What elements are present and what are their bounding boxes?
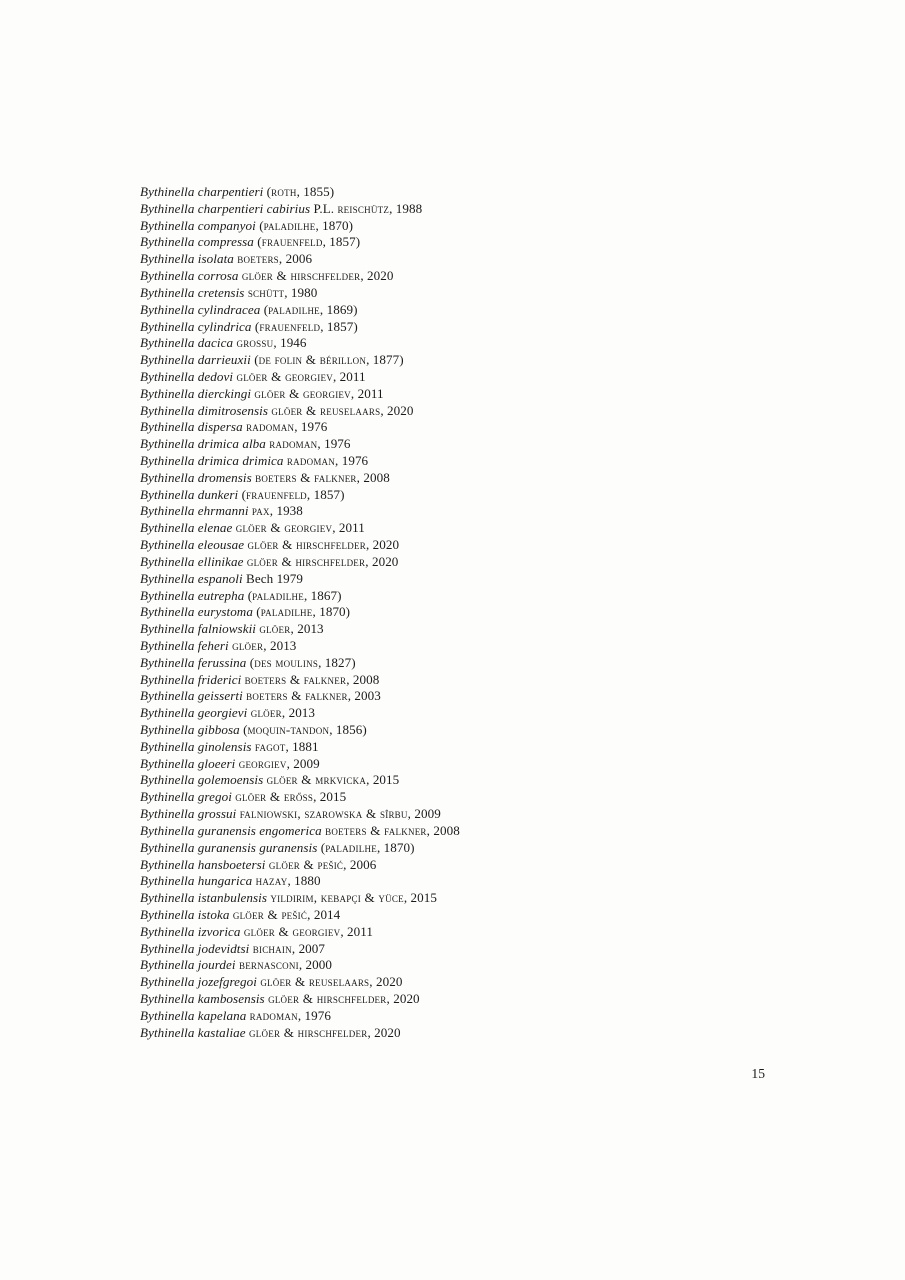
species-name: Bythinella dispersa xyxy=(140,419,243,435)
authority-name: paladilhe xyxy=(260,604,313,620)
species-name: Bythinella grossui xyxy=(140,806,237,822)
authority-year: 1976 xyxy=(341,453,369,468)
authority-name: glöer xyxy=(259,621,291,637)
authority-close-paren-pre: , xyxy=(319,301,324,317)
authority-name: boeters xyxy=(237,251,279,267)
authority-name: radoman xyxy=(246,419,295,435)
authority-year: 2015 xyxy=(319,789,347,805)
species-entry: Bythinella eleousae glöer & hirschfelder, 2020 xyxy=(140,537,400,553)
species-entry: Bythinella charpentieri cabirius P.L. reischütz, 1988 xyxy=(140,200,423,216)
authority-name: glöer & pešić xyxy=(232,906,308,922)
authority-name: de folin & bérillon xyxy=(258,352,367,368)
authority-year: 1946 xyxy=(280,335,307,351)
authority-year: 2009 xyxy=(414,806,441,822)
species-entry: Bythinella kastaliae glöer & hirschfelder, 2020 xyxy=(140,1024,401,1040)
species-entry: Bythinella feheri glöer, 2013 xyxy=(140,637,297,653)
species-entry xyxy=(140,655,800,672)
authority-year: 1870 xyxy=(319,604,346,620)
species-name: Bythinella jourdei xyxy=(140,957,236,973)
authority-year: 1870 xyxy=(383,839,411,855)
authority-year: 2014 xyxy=(313,906,341,922)
species-name: Bythinella ferussina xyxy=(140,654,247,670)
authority-year: 1857 xyxy=(329,234,356,250)
authority-close-paren: ) xyxy=(340,486,345,502)
authority-year: 2008 xyxy=(352,671,380,687)
species-name: Bythinella izvorica xyxy=(140,923,241,939)
species-name: Bythinella hungarica xyxy=(140,873,253,889)
authority-year: 2011 xyxy=(357,385,384,401)
authority-year: 2011 xyxy=(347,923,374,939)
species-name: Bythinella dedovi xyxy=(140,368,234,384)
species-name: Bythinella gregoi xyxy=(140,789,232,805)
species-entry: Bythinella ellinikae glöer & hirschfelder, 2020 xyxy=(140,553,399,569)
species-entry: Bythinella corrosa glöer & hirschfelder, 2020 xyxy=(140,268,394,284)
authority-close-paren: ) xyxy=(399,352,404,368)
authority-open-paren: ( xyxy=(256,604,261,620)
authority-name: glöer & reuselaars xyxy=(271,402,381,418)
authority-open-paren: ( xyxy=(241,486,247,502)
authority-name: reischütz xyxy=(337,200,390,216)
species-entry: Bythinella drimica drimica radoman, 1976 xyxy=(140,453,369,468)
authority-year: 1976 xyxy=(300,419,328,435)
species-entry xyxy=(140,352,800,369)
authority-close-paren: ) xyxy=(410,839,415,855)
authority-open-paren: ( xyxy=(254,318,260,334)
species-entry: Bythinella elenae glöer & georgiev, 2011 xyxy=(140,520,365,536)
species-name: Bythinella eurystoma xyxy=(140,604,253,620)
authority-name: paladilhe xyxy=(268,301,320,317)
authority-name: paladilhe xyxy=(325,839,377,855)
species-name: Bythinella darrieuxii xyxy=(140,352,251,368)
species-name: Bythinella guranensis engomerica xyxy=(140,822,322,838)
species-entry: Bythinella istanbulensis yildirim, kebapçi & yüce, 2015 xyxy=(140,890,437,906)
authority-close-paren-pre: , xyxy=(315,217,319,233)
authority-close-paren-pre: , xyxy=(318,654,322,670)
species-name: Bythinella dromensis xyxy=(140,469,252,485)
species-name: Bythinella hansboetersi xyxy=(140,856,266,872)
authority-open-paren: ( xyxy=(249,654,255,670)
species-name: Bythinella kapelana xyxy=(140,1007,247,1023)
authority-name: georgiev xyxy=(238,755,287,771)
authority-name: bernasconi xyxy=(238,957,299,973)
authority-year: 1881 xyxy=(292,738,319,754)
authority-name: boeters & falkner xyxy=(244,671,347,687)
species-entry xyxy=(140,184,800,201)
species-entry: Bythinella jodevidtsi bichain, 2007 xyxy=(140,940,326,956)
species-name: Bythinella espanoli xyxy=(140,570,243,586)
authority-name: glöer & reuselaars xyxy=(260,974,370,990)
authority-name: frauenfeld xyxy=(259,318,321,334)
species-name: Bythinella companyoi xyxy=(140,217,256,233)
species-entry: Bythinella geisserti boeters & falkner, 2003 xyxy=(140,688,381,704)
authority-name: yildirim, kebapçi & yüce xyxy=(270,890,404,906)
authority-name: des moulins xyxy=(254,654,319,670)
authority-name: radoman xyxy=(249,1007,298,1023)
authority-open-paren: ( xyxy=(247,587,253,603)
authority-name: glöer & hirschfelder xyxy=(247,537,366,553)
species-entry: Bythinella ehrmanni pax, 1938 xyxy=(140,503,303,519)
authority-open-paren: ( xyxy=(259,217,264,233)
authority-name: radoman xyxy=(286,453,336,468)
species-entry: Bythinella isolata boeters, 2006 xyxy=(140,251,313,267)
species-entry: Bythinella dierckingi glöer & georgiev, 2011 xyxy=(140,385,384,401)
species-entry: Bythinella falniowskii glöer, 2013 xyxy=(140,621,324,637)
species-entry: Bythinella grossui falniowski, szarowska & sîrbu, 2009 xyxy=(140,806,441,822)
species-entry: Bythinella jozefgregoi glöer & reuselaars, 2020 xyxy=(140,974,403,990)
authority-name: glöer & mrkvicka xyxy=(266,772,367,788)
authority-year: 1877 xyxy=(372,352,400,368)
species-name: Bythinella isolata xyxy=(140,251,234,267)
authority-name: fagot xyxy=(254,738,286,754)
authority-close-paren-pre: , xyxy=(320,318,324,334)
authority-year: 2007 xyxy=(298,940,326,956)
species-entry: Bythinella istoka glöer & pešić, 2014 xyxy=(140,906,341,922)
species-name: Bythinella charpentieri xyxy=(140,184,264,199)
authority-open-paren: ( xyxy=(257,234,262,250)
species-checklist xyxy=(140,184,800,1041)
authority-close-paren-pre: , xyxy=(296,184,300,199)
species-name: Bythinella drimica drimica xyxy=(140,453,284,468)
species-name: Bythinella cylindracea xyxy=(140,301,261,317)
species-name: Bythinella dunkeri xyxy=(140,486,239,502)
authority-name: schütt xyxy=(247,284,285,300)
species-name: Bythinella jodevidtsi xyxy=(140,940,250,956)
authority-year: 1880 xyxy=(294,873,321,889)
authority-close-paren-pre: , xyxy=(312,604,316,620)
authority-year: 2006 xyxy=(349,856,377,872)
authority-name: glöer xyxy=(250,705,282,721)
species-entry xyxy=(140,319,800,336)
authority-close-paren: ) xyxy=(345,604,351,620)
species-name: Bythinella eutrepha xyxy=(140,587,245,603)
species-name: Bythinella jozefgregoi xyxy=(140,974,257,990)
species-entry xyxy=(140,487,800,504)
species-entry: Bythinella kapelana radoman, 1976 xyxy=(140,1007,331,1023)
authority-year: 1980 xyxy=(290,284,318,300)
authority-year: 1938 xyxy=(276,503,303,519)
authority-year: 1867 xyxy=(310,587,338,603)
authority-year: 1976 xyxy=(304,1007,331,1023)
species-name: Bythinella feheri xyxy=(140,637,229,653)
authority-name: glöer & hirschfelder xyxy=(246,553,366,569)
authority-name: glöer & hirschfelder xyxy=(268,991,387,1006)
authority-year: 2020 xyxy=(374,1024,401,1040)
species-entry xyxy=(140,234,800,251)
species-name: Bythinella drimica alba xyxy=(140,436,266,452)
authority-name: moquin-tandon xyxy=(247,722,330,737)
species-entry: Bythinella cretensis schütt, 1980 xyxy=(140,284,318,300)
authority-name: glöer & pešić xyxy=(268,856,344,872)
species-name: Bythinella cylindrica xyxy=(140,318,252,334)
authority-initials: P.L. xyxy=(313,200,335,216)
authority-close-paren: ) xyxy=(362,722,367,737)
species-name: Bythinella gibbosa xyxy=(140,722,240,737)
species-entry xyxy=(140,722,800,739)
authority-close-paren: ) xyxy=(337,587,342,603)
species-entry xyxy=(140,571,800,588)
authority-year: 2013 xyxy=(269,637,297,653)
authority-name: grossu xyxy=(236,335,274,351)
authority-year: 2020 xyxy=(375,974,403,990)
authority-name: boeters & falkner xyxy=(325,822,427,838)
authority-name: bichain xyxy=(252,940,292,956)
authority-name: glöer & georgiev xyxy=(243,923,341,939)
authority-year: 2008 xyxy=(363,469,390,485)
species-entry: Bythinella golemoensis glöer & mrkvicka, 2015 xyxy=(140,772,400,788)
species-entry: Bythinella jourdei bernasconi, 2000 xyxy=(140,957,332,973)
species-entry: Bythinella hungarica hazay, 1880 xyxy=(140,873,321,889)
species-entry xyxy=(140,604,800,621)
authority-close-paren-pre: , xyxy=(329,722,333,737)
authority-year: 2020 xyxy=(371,553,399,569)
species-name: Bythinella eleousae xyxy=(140,537,245,553)
authority-open-paren: ( xyxy=(320,839,326,855)
authority-year: 2013 xyxy=(297,621,324,637)
authority-name: glöer & hirschfelder xyxy=(249,1024,368,1040)
species-name: Bythinella dacica xyxy=(140,335,234,351)
species-entry xyxy=(140,218,800,235)
authority-year: 1869 xyxy=(326,301,354,317)
species-name: Bythinella istanbulensis xyxy=(140,890,268,906)
species-name: Bythinella golemoensis xyxy=(140,772,264,788)
species-entry: Bythinella gloeeri georgiev, 2009 xyxy=(140,755,320,771)
species-entry: Bythinella georgievi glöer, 2013 xyxy=(140,705,316,721)
authority-year: 2020 xyxy=(367,268,394,284)
authority-close-paren-pre: , xyxy=(376,839,381,855)
authority-name: glöer xyxy=(232,637,264,653)
authority-year: 2006 xyxy=(285,251,313,267)
authority-close-paren: ) xyxy=(348,217,354,233)
authority-year: 2003 xyxy=(354,688,381,704)
authority-open-paren: ( xyxy=(243,722,248,737)
species-name: Bythinella kastaliae xyxy=(140,1024,246,1040)
authority-close-paren: ) xyxy=(355,234,361,250)
authority-name: boeters & falkner xyxy=(246,688,348,704)
authority-name: paladilhe xyxy=(263,217,316,233)
species-name: Bythinella kambosensis xyxy=(140,991,265,1006)
authority-year: 2013 xyxy=(288,705,316,721)
authority-name: pax xyxy=(251,503,270,519)
species-name: Bythinella falniowskii xyxy=(140,621,256,637)
species-name: Bythinella georgievi xyxy=(140,705,248,721)
species-name: Bythinella ginolensis xyxy=(140,738,252,754)
authority-close-paren-pre: , xyxy=(366,352,370,368)
authority-close-paren-pre: , xyxy=(322,234,326,250)
authority-name: glöer & georgiev xyxy=(254,385,351,401)
species-name: Bythinella cretensis xyxy=(140,284,245,300)
authority-close-paren-pre: , xyxy=(306,486,311,502)
authority-year: 1855 xyxy=(303,184,330,199)
species-entry: Bythinella dromensis boeters & falkner, 2008 xyxy=(140,469,390,485)
species-name: Bythinella charpentieri cabirius xyxy=(140,200,311,216)
authority-year: 2008 xyxy=(433,822,460,838)
authority-year: 1988 xyxy=(395,200,423,216)
authority-name: glöer & erőss xyxy=(235,789,314,805)
species-name: Bythinella ehrmanni xyxy=(140,503,249,519)
species-name: Bythinella ellinikae xyxy=(140,553,244,569)
species-entry: Bythinella dedovi glöer & georgiev, 2011 xyxy=(140,368,366,384)
species-entry: Bythinella hansboetersi glöer & pešić, 2006 xyxy=(140,856,377,872)
authority-open-paren: ( xyxy=(263,301,269,317)
authority-name: glöer & georgiev xyxy=(235,520,333,536)
authority-year: 1870 xyxy=(322,217,349,233)
authority-year: 2000 xyxy=(305,957,332,973)
species-entry: Bythinella dispersa radoman, 1976 xyxy=(140,419,328,435)
authority-year: 2009 xyxy=(293,755,320,771)
species-entry xyxy=(140,302,800,319)
species-name: Bythinella dierckingi xyxy=(140,385,252,401)
authority-close-paren: ) xyxy=(353,301,358,317)
authority-close-paren: ) xyxy=(351,654,356,670)
species-entry: Bythinella izvorica glöer & georgiev, 2011 xyxy=(140,923,374,939)
authority-year: 1857 xyxy=(326,318,354,334)
authority-year: 1857 xyxy=(313,486,341,502)
authority-year: 2011 xyxy=(338,520,365,536)
species-entry: Bythinella ginolensis fagot, 1881 xyxy=(140,738,319,754)
species-entry: Bythinella gregoi glöer & erőss, 2015 xyxy=(140,789,347,805)
authority-open-paren: ( xyxy=(254,352,259,368)
species-entry: Bythinella friderici boeters & falkner, 2008 xyxy=(140,671,380,687)
species-name: Bythinella geisserti xyxy=(140,688,243,704)
authority-year: 2011 xyxy=(339,368,366,384)
species-entry: Bythinella kambosensis glöer & hirschfelder, 2020 xyxy=(140,991,420,1006)
authority-year: 2020 xyxy=(387,402,414,418)
authority-name: frauenfeld xyxy=(261,234,323,250)
authority-name: glöer & hirschfelder xyxy=(241,268,361,284)
species-name: Bythinella dimitrosensis xyxy=(140,402,269,418)
authority-name: Bech xyxy=(246,570,274,586)
authority-name: roth xyxy=(271,184,297,199)
species-name: Bythinella elenae xyxy=(140,520,233,536)
species-name: Bythinella corrosa xyxy=(140,268,239,284)
authority-name: boeters & falkner xyxy=(255,469,357,485)
species-entry: Bythinella dimitrosensis glöer & reuselaars, 2020 xyxy=(140,402,414,418)
species-entry: Bythinella guranensis engomerica boeters & falkner, 2008 xyxy=(140,822,460,838)
authority-name: glöer & georgiev xyxy=(236,368,333,384)
authority-year: 1979 xyxy=(276,570,304,586)
species-name: Bythinella guranensis guranensis xyxy=(140,839,318,855)
authority-name: paladilhe xyxy=(252,587,304,603)
authority-year: 1976 xyxy=(324,436,351,452)
authority-close-paren-pre: , xyxy=(303,587,308,603)
species-entry: Bythinella dacica grossu, 1946 xyxy=(140,335,307,351)
species-entry: Bythinella drimica alba radoman, 1976 xyxy=(140,436,351,452)
authority-year: 2015 xyxy=(410,890,437,906)
species-name: Bythinella compressa xyxy=(140,234,254,250)
authority-year: 1856 xyxy=(335,722,363,737)
authority-name: frauenfeld xyxy=(246,486,307,502)
authority-name: radoman xyxy=(269,436,318,452)
authority-year: 1827 xyxy=(324,654,352,670)
authority-year: 2020 xyxy=(372,537,400,553)
species-entry xyxy=(140,588,800,605)
species-entry xyxy=(140,840,800,857)
authority-year: 2020 xyxy=(393,991,420,1006)
authority-close-paren: ) xyxy=(329,184,335,199)
species-name: Bythinella friderici xyxy=(140,671,242,687)
species-name: Bythinella gloeeri xyxy=(140,755,236,771)
species-name: Bythinella istoka xyxy=(140,906,230,922)
authority-year: 2015 xyxy=(372,772,400,788)
page-number: 15 xyxy=(751,1066,765,1081)
authority-name: falniowski, szarowska & sîrbu xyxy=(239,806,408,822)
authority-name: hazay xyxy=(255,873,288,889)
authority-open-paren: ( xyxy=(266,184,272,199)
authority-close-paren: ) xyxy=(353,318,358,334)
